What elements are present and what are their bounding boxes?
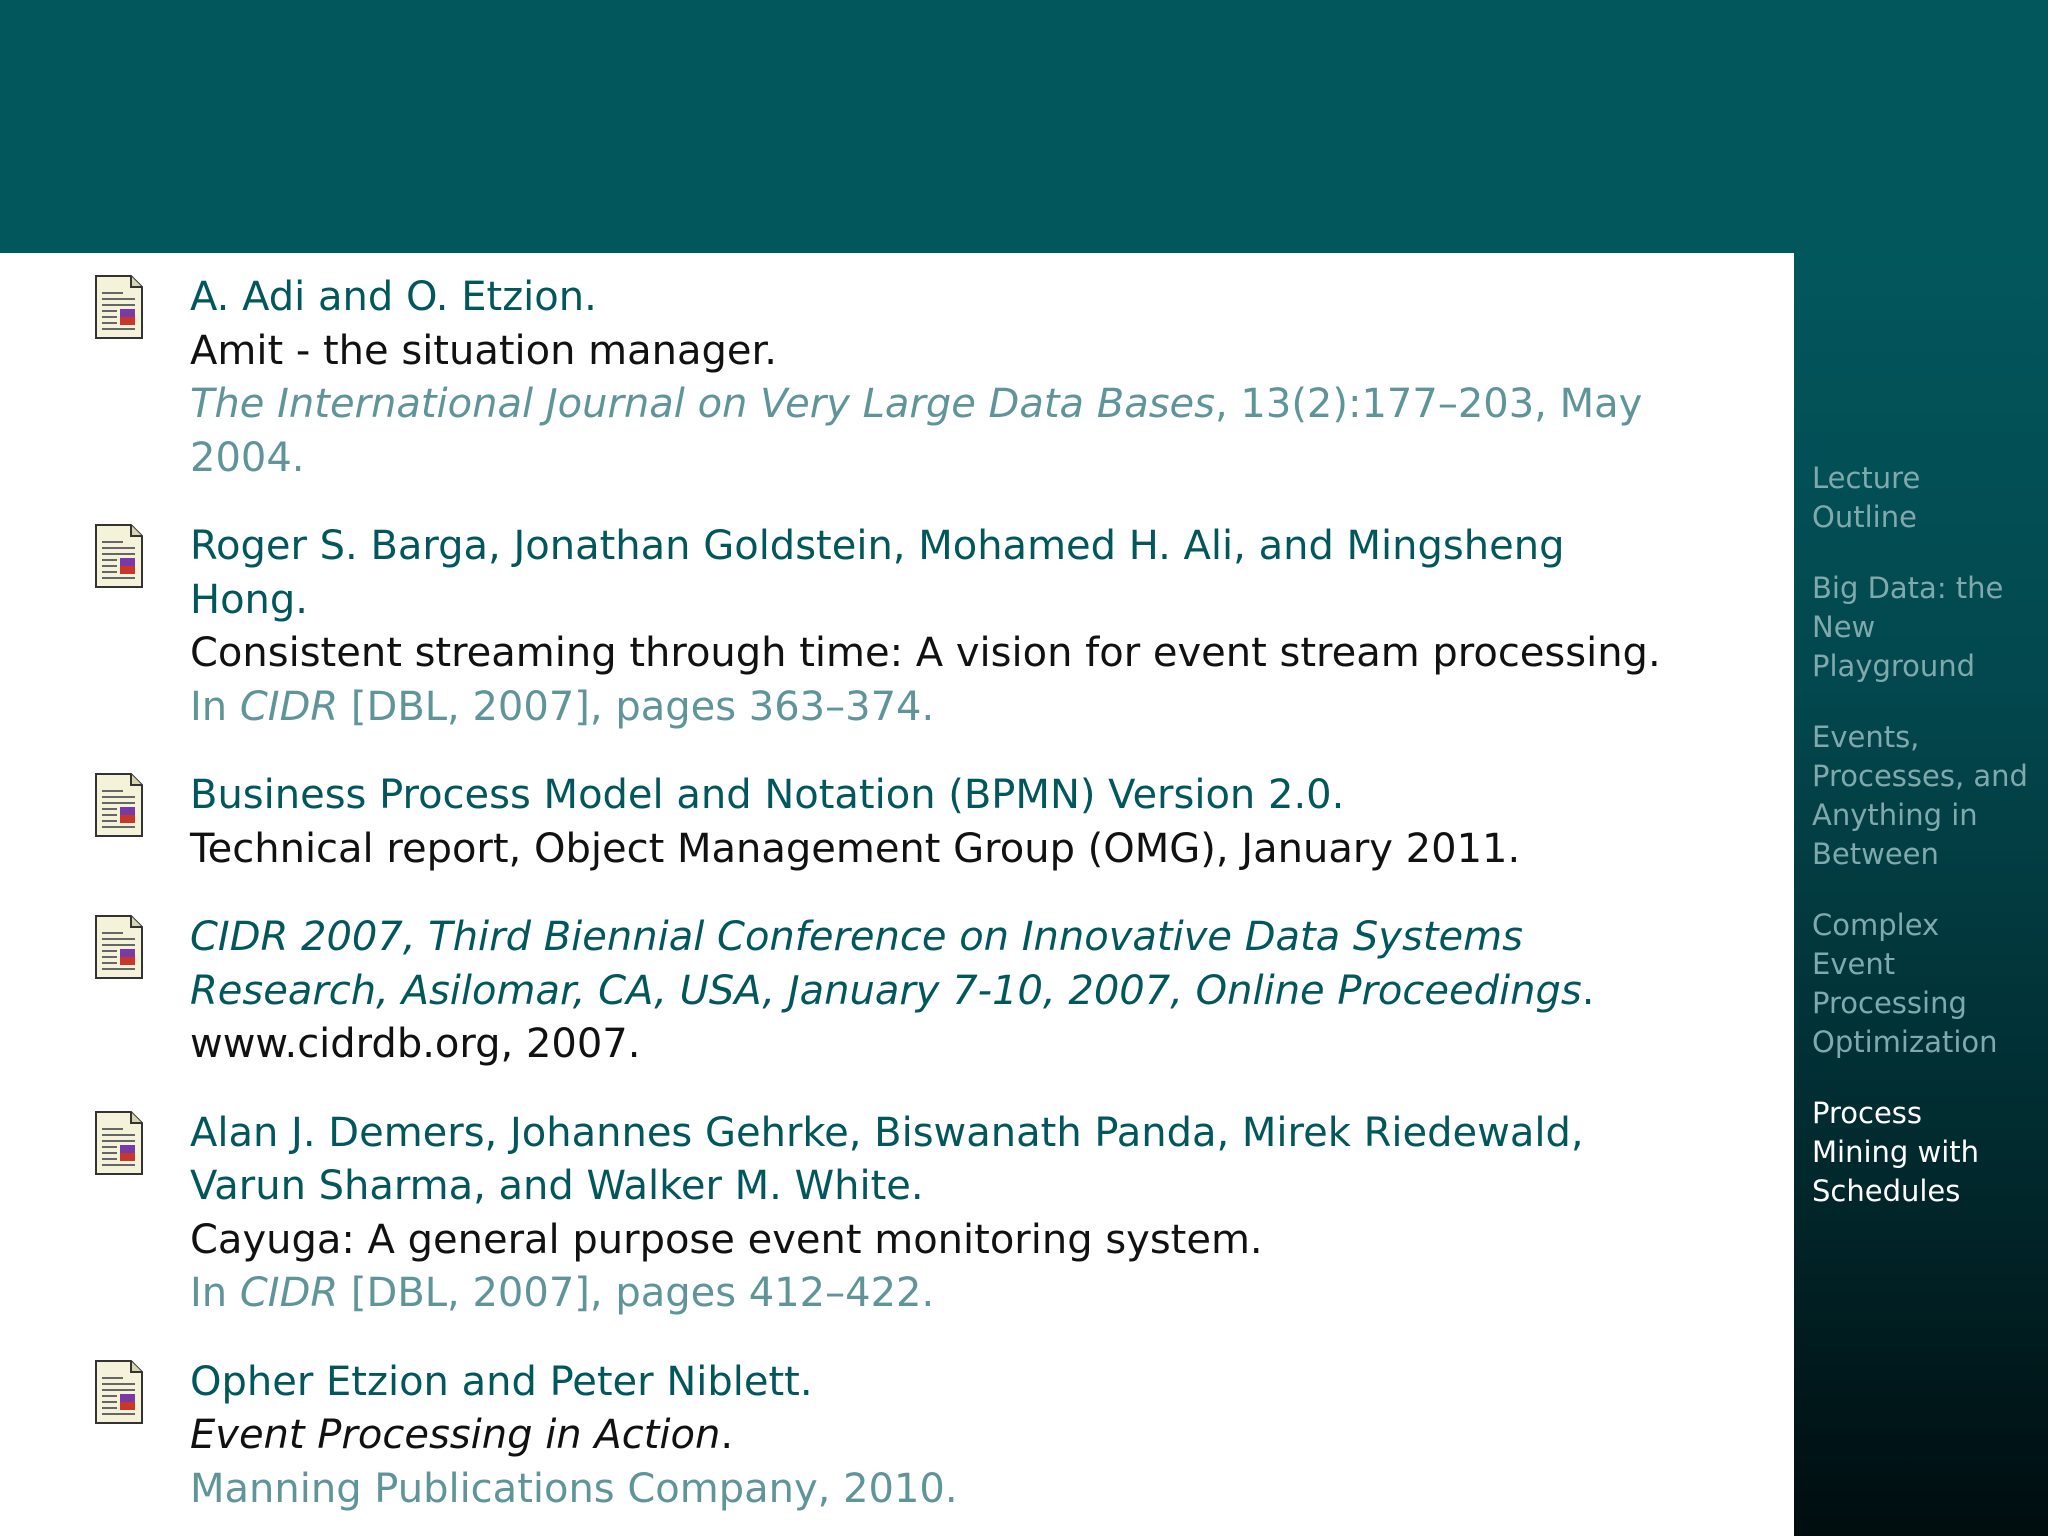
bib-entry [0, 520, 1690, 734]
sidebar-item-lecture-outline[interactable]: Lecture Outline [1812, 461, 1921, 534]
bib-entry [0, 911, 1690, 1072]
entry-venue-details: [DBL, 2007], pages 363–374. [338, 683, 935, 730]
entry-venue-details: , 13(2):177–203, May 2004. [190, 381, 1643, 481]
document-icon [95, 1111, 143, 1175]
entry-venue-prefix: In [190, 683, 240, 730]
sidebar-item-big-data[interactable]: Big Data: the New Playground [1812, 571, 2004, 683]
entry-title: Amit - the situation manager. [190, 327, 778, 374]
entry-proceedings-title: CIDR 2007, Third Biennial Conference on Innovative Data Systems Research, Asilomar, CA, USA, January 7-10, 2007, Online Proceedings [190, 914, 1582, 1014]
entry-authors: Roger S. Barga, Jonathan Goldstein, Mohamed H. Ali, and Mingsheng Hong. [190, 523, 1565, 623]
document-icon [95, 524, 143, 588]
entry-proceedings-end: . [1581, 967, 1595, 1014]
entry-venue-journal: The International Journal on Very Large Data Bases [190, 381, 1215, 427]
bib-entry [0, 1107, 1690, 1321]
entry-book-title: Event Processing in Action [190, 1412, 721, 1458]
entry-venue [190, 378, 1690, 485]
entry-venue [190, 1267, 1690, 1321]
entry-title [190, 1409, 1690, 1463]
entry-venue-conference: CIDR [239, 1270, 339, 1316]
document-icon [95, 275, 143, 339]
slide-content [0, 253, 1794, 1536]
document-icon [95, 915, 143, 979]
sidebar-item-events-processes[interactable]: Events, Processes, and Anything in Between [1812, 720, 2028, 871]
entry-authors: Business Process Model and Notation (BPMN) Version 2.0. [190, 772, 1345, 818]
entry-title: Consistent streaming through time: A vision for event stream processing. [190, 630, 1661, 676]
entry-venue [190, 681, 1690, 735]
entry-authors: Opher Etzion and Peter Niblett. [190, 1358, 813, 1405]
sidebar-nav [1812, 459, 2044, 1243]
entry-title-end: . [720, 1412, 734, 1458]
entry-venue-prefix: In [190, 1270, 240, 1316]
entry-title: Cayuga: A general purpose event monitoring system. [190, 1216, 1263, 1263]
document-icon [95, 1360, 143, 1424]
entry-title: Technical report, Object Management Group (OMG), January 2011. [190, 825, 1521, 872]
entry-venue: Manning Publications Company, 2010. [190, 1465, 958, 1512]
entry-venue-conference: CIDR [239, 683, 339, 730]
entry-authors: Alan J. Demers, Johannes Gehrke, Biswanath Panda, Mirek Riedewald, Varun Sharma, and Walker M. White. [190, 1109, 1584, 1209]
bib-entry [0, 271, 1690, 485]
sidebar-item-process-mining[interactable]: Process Mining with Schedules [1812, 1096, 1980, 1208]
header-bar [0, 0, 2048, 253]
sidebar [1794, 253, 2048, 1536]
entry-authors [190, 911, 1690, 1018]
document-icon [95, 773, 143, 837]
bib-entry [0, 769, 1690, 876]
sidebar-item-cep-optimization[interactable]: Complex Event Processing Optimization [1812, 908, 1998, 1059]
entry-venue-details: [DBL, 2007], pages 412–422. [338, 1270, 935, 1316]
entry-authors: A. Adi and O. Etzion. [190, 274, 597, 320]
entry-title: www.cidrdb.org, 2007. [190, 1021, 641, 1067]
bibliography-list [0, 271, 1794, 1516]
bib-entry [0, 1356, 1690, 1517]
